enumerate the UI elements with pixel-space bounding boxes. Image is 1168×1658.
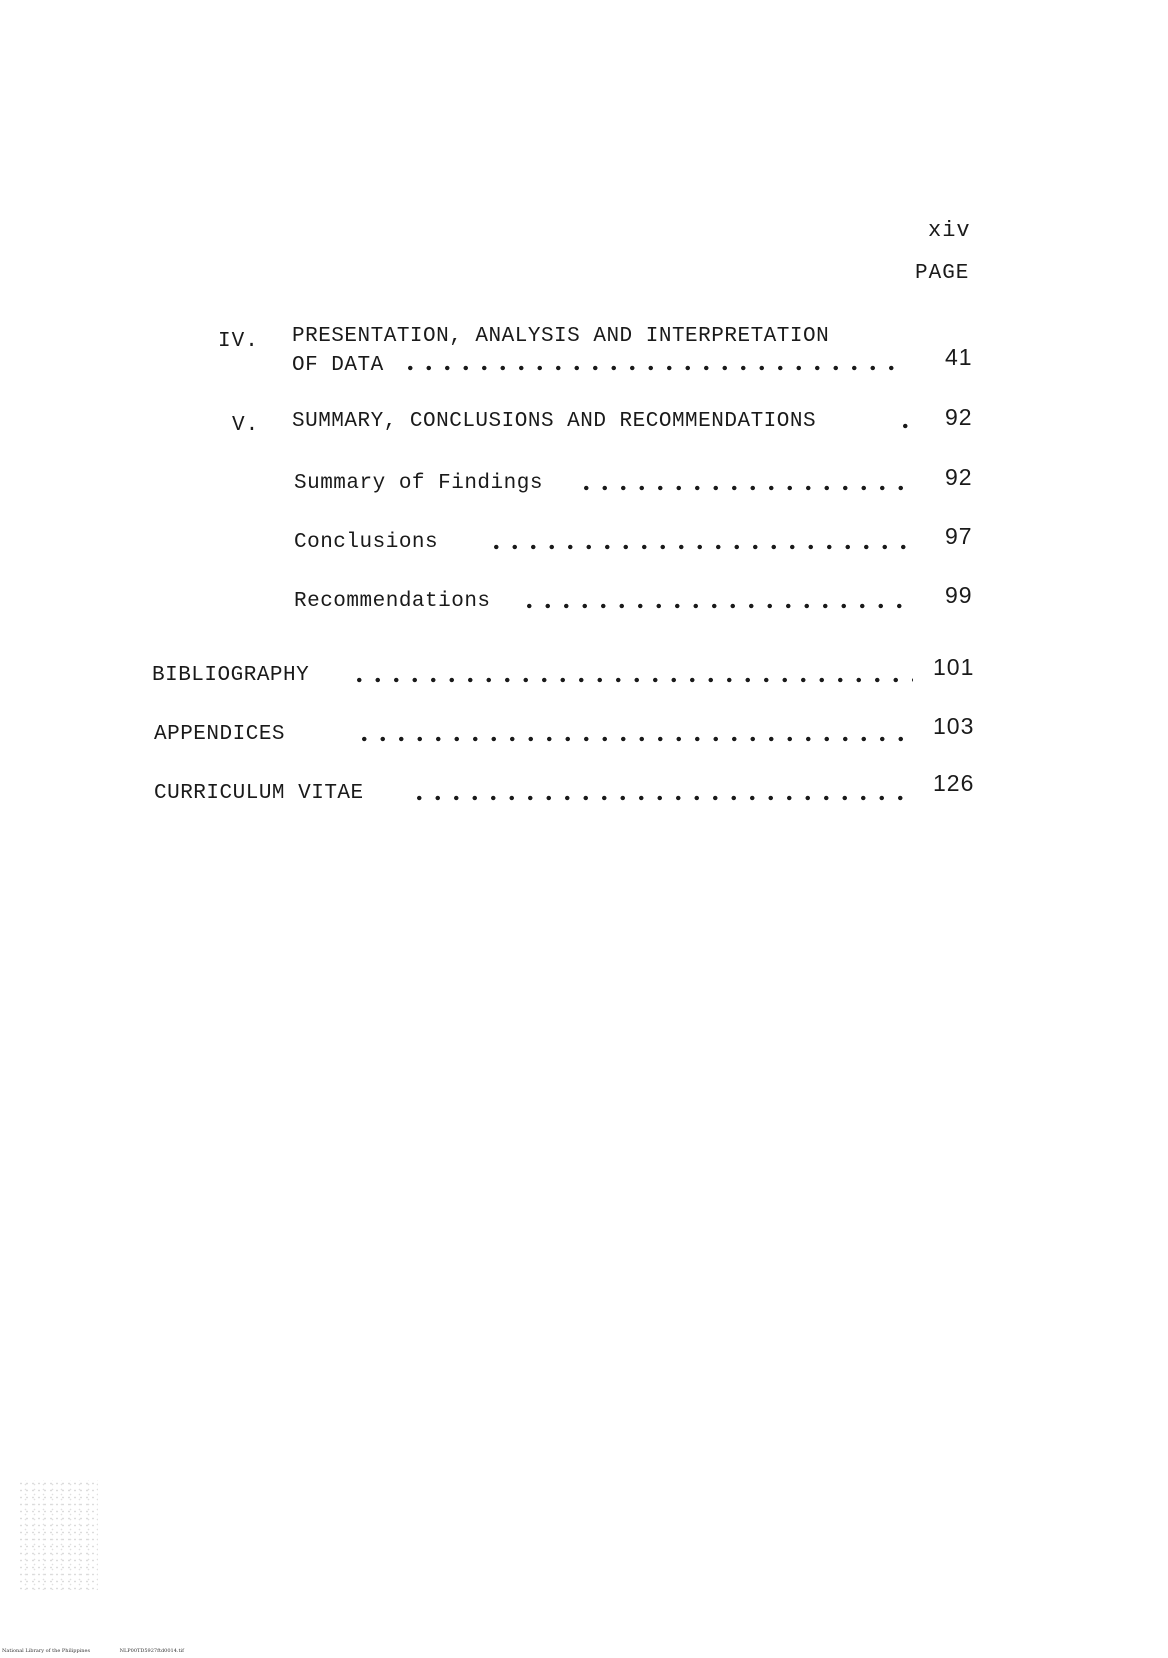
footer-file-name: NLP00TD5927ftd0014.tif xyxy=(119,1648,184,1654)
toc-page-number: 97 xyxy=(945,523,973,549)
toc-page-number: 101 xyxy=(933,654,975,680)
chapter-numeral: IV. xyxy=(218,330,259,353)
scan-footer xyxy=(2,1648,212,1654)
dot-leader xyxy=(577,484,913,492)
toc-page-number: 41 xyxy=(945,344,973,370)
toc-entry-title: Conclusions xyxy=(294,531,439,554)
toc-page-number: 126 xyxy=(933,770,975,796)
dot-leader xyxy=(487,543,913,551)
toc-page-number: 92 xyxy=(945,404,973,430)
page-column-heading: PAGE xyxy=(915,262,970,285)
dot-leader xyxy=(896,422,914,430)
footer-library-name: National Library of the Philippines xyxy=(2,1648,91,1654)
dot-leader xyxy=(520,602,913,610)
toc-page-number: 99 xyxy=(945,582,973,608)
scan-speckle-noise xyxy=(18,1480,98,1590)
toc-entry-title: APPENDICES xyxy=(154,723,286,746)
dot-leader xyxy=(401,364,907,372)
toc-entry-title: PRESENTATION, ANALYSIS AND INTERPRETATION xyxy=(292,325,830,348)
page-number-roman: xiv xyxy=(928,218,971,243)
dot-leader xyxy=(410,794,913,802)
dot-leader xyxy=(350,676,913,684)
toc-page-number: 92 xyxy=(945,464,973,490)
toc-entry-title: SUMMARY, CONCLUSIONS AND RECOMMENDATIONS xyxy=(292,410,817,433)
dot-leader xyxy=(355,735,913,743)
toc-page-number: 103 xyxy=(933,713,975,739)
toc-entry-title: BIBLIOGRAPHY xyxy=(152,664,310,687)
toc-entry-title: Recommendations xyxy=(294,590,491,613)
toc-entry-title-continued: OF DATA xyxy=(292,354,384,377)
toc-entry-title: CURRICULUM VITAE xyxy=(154,782,364,805)
toc-entry-title: Summary of Findings xyxy=(294,472,543,495)
chapter-numeral: V. xyxy=(232,414,260,437)
